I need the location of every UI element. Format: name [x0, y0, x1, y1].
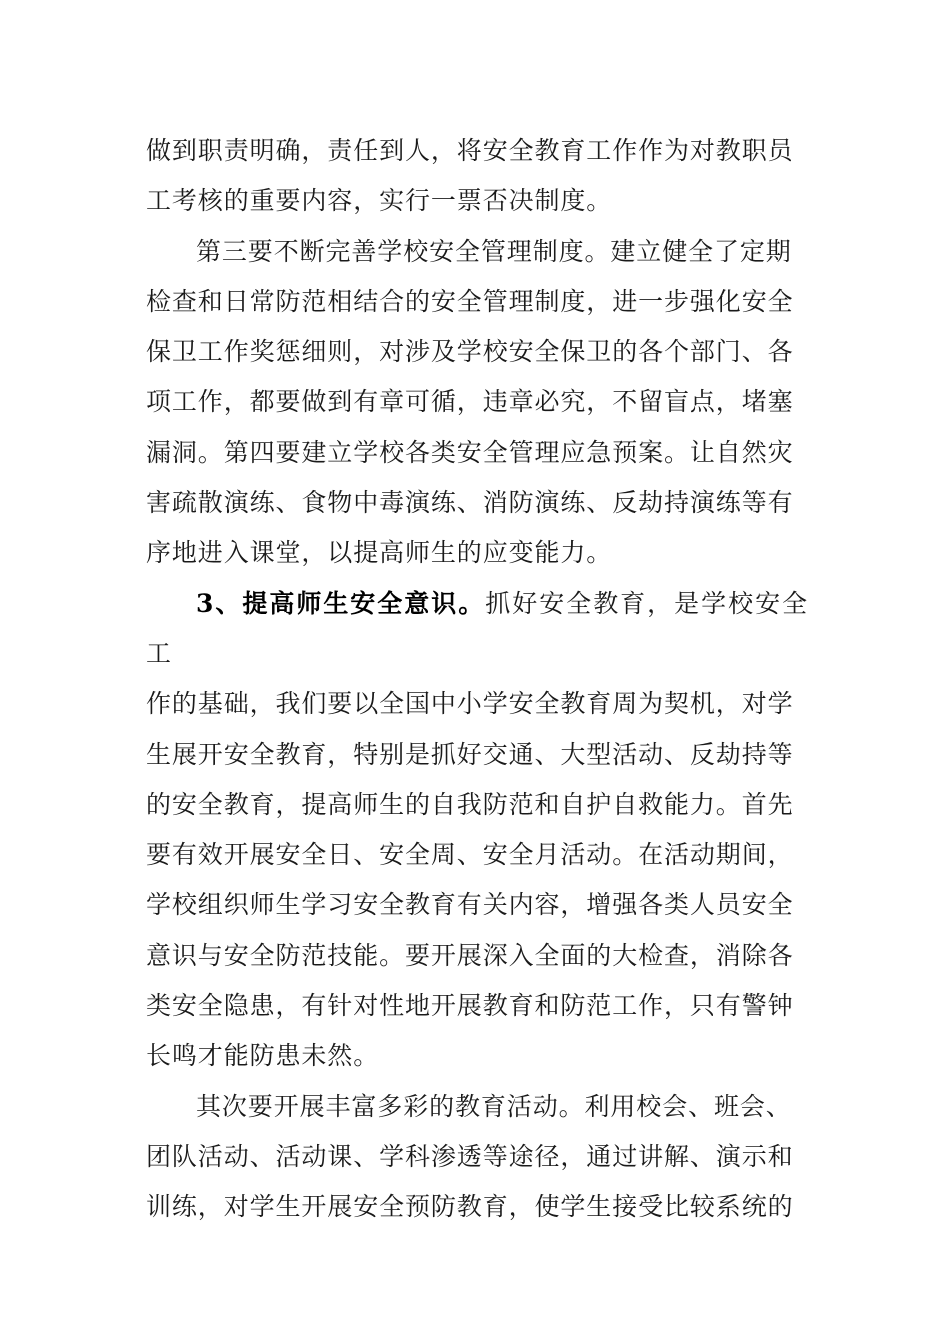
- text-line: 抓好安全教育，是学校安全工: [146, 588, 808, 668]
- text-line: 保卫工作奖惩细则，对涉及学校安全保卫的各个部门、各: [146, 337, 794, 367]
- text-line: 长鸣才能防患未然。: [146, 1041, 380, 1071]
- paragraph-3: [146, 579, 808, 1082]
- text-line: 学校组织师生学习安全教育有关内容，增强各类人员安全: [146, 890, 794, 920]
- section-heading: 3、提高师生安全意识。: [196, 588, 486, 618]
- text-line: 训练，对学生开展安全预防教育，使学生接受比较系统的: [146, 1192, 794, 1222]
- paragraph-1: [146, 126, 808, 227]
- text-line: 项工作，都要做到有章可循，违章必究，不留盲点，堵塞: [146, 387, 794, 417]
- text-line: 漏洞。第四要建立学校各类安全管理应急预案。让自然灾: [146, 437, 794, 467]
- text-line: 其次要开展丰富多彩的教育活动。利用校会、班会、: [196, 1091, 792, 1121]
- text-line: 生展开安全教育，特别是抓好交通、大型活动、反劫持等: [146, 739, 794, 769]
- text-line: 意识与安全防范技能。要开展深入全面的大检查，消除各: [146, 940, 794, 970]
- paragraph-2: [146, 227, 808, 579]
- text-line: 检查和日常防范相结合的安全管理制度，进一步强化安全: [146, 286, 794, 316]
- text-line: 害疏散演练、食物中毒演练、消防演练、反劫持演练等有: [146, 488, 794, 518]
- text-line: 要有效开展安全日、安全周、安全月活动。在活动期间，: [146, 840, 794, 870]
- text-line: 第三要不断完善学校安全管理制度。建立健全了定期: [196, 236, 792, 266]
- text-line: 作的基础，我们要以全国中小学安全教育周为契机，对学: [146, 689, 794, 719]
- paragraph-4: [146, 1082, 808, 1233]
- text-line: 序地进入课堂，以提高师生的应变能力。: [146, 538, 613, 568]
- body-text: [146, 126, 808, 1233]
- text-line: 团队活动、活动课、学科渗透等途径，通过讲解、演示和: [146, 1141, 794, 1171]
- text-line: 的安全教育，提高师生的自我防范和自护自救能力。首先: [146, 789, 794, 819]
- text-line: 工考核的重要内容，实行一票否决制度。: [146, 186, 613, 216]
- text-line: 类安全隐患，有针对性地开展教育和防范工作，只有警钟: [146, 991, 794, 1021]
- text-line: 做到职责明确，责任到人，将安全教育工作作为对教职员: [146, 136, 794, 165]
